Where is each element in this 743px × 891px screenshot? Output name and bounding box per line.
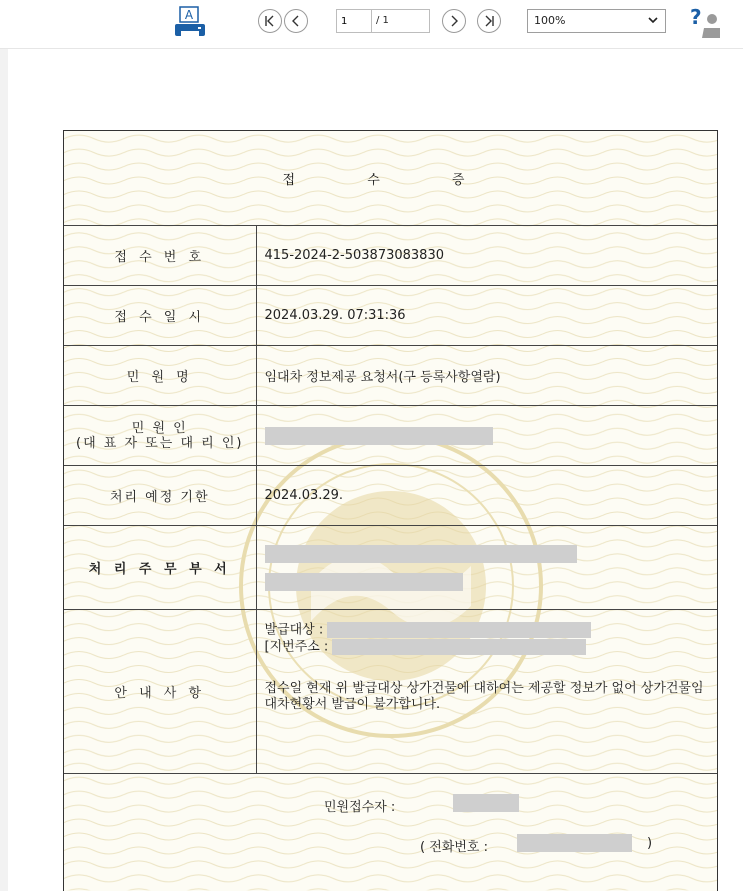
deadline-value: 2024.03.29. (256, 466, 717, 526)
applicant-label-line1: 민 원 인 (131, 420, 188, 436)
page-total: / 1 (372, 9, 430, 33)
redacted-block (453, 794, 519, 812)
receipt-table (64, 131, 717, 891)
redacted-block (265, 427, 493, 445)
first-page-button[interactable] (258, 9, 282, 33)
department-label: 처 리 주 무 부 서 (64, 526, 256, 610)
redacted-block (517, 834, 632, 852)
help-icon (686, 6, 722, 42)
zoom-select[interactable] (527, 9, 666, 33)
svg-text:A: A (184, 8, 194, 22)
redacted-block (265, 573, 463, 591)
page-number-input[interactable] (336, 9, 372, 33)
phone-close: ) (647, 836, 653, 851)
print-button[interactable] (172, 5, 208, 41)
guide-value (256, 610, 717, 774)
receiver-label: 민원접수자 : (324, 800, 396, 815)
receiver-section (64, 774, 717, 891)
lot-address-label: [지번주소 : (264, 639, 329, 654)
applicant-label-line2: (대 표 자 또는 대 리 인) (76, 435, 244, 451)
phone-label: ( 전화번호 : (420, 840, 488, 855)
document-title: 접 수 증 (64, 131, 717, 226)
issue-target-label: 발급대상 : (264, 622, 324, 638)
redacted-block (327, 622, 591, 638)
redacted-block (265, 545, 577, 563)
next-page-button[interactable] (442, 9, 466, 33)
chevron-down-icon (647, 14, 659, 26)
chevron-left-icon (289, 14, 303, 28)
zoom-value: 100% (534, 14, 566, 27)
first-page-icon (263, 14, 277, 28)
petition-name-value: 임대차 정보제공 요청서(구 등록사항열람) (256, 346, 717, 406)
help-button[interactable] (686, 6, 722, 42)
receipt-document (63, 130, 718, 891)
receipt-number-value: 415-2024-2-503873083830 (256, 226, 717, 286)
department-value (256, 526, 717, 610)
guide-label: 안 내 사 항 (64, 610, 256, 774)
redacted-block (332, 639, 586, 655)
prev-page-button[interactable] (284, 9, 308, 33)
svg-text:?: ? (690, 6, 702, 29)
receipt-number-label: 접 수 번 호 (64, 226, 256, 286)
petition-name-label: 민 원 명 (64, 346, 256, 406)
guide-notice: 접수일 현재 위 발급대상 상가건물에 대하여는 제공할 정보가 없어 상가건물임대차현황서 발급이 불가합니다. (264, 681, 704, 712)
printer-icon (172, 5, 208, 41)
last-page-button[interactable] (477, 9, 501, 33)
left-scroll-strip (0, 49, 8, 891)
receipt-datetime-value: 2024.03.29. 07:31:36 (256, 286, 717, 346)
applicant-value (256, 406, 717, 466)
receipt-datetime-label: 접 수 일 시 (64, 286, 256, 346)
chevron-right-icon (447, 14, 461, 28)
applicant-label (64, 406, 256, 466)
viewer-toolbar (0, 0, 743, 49)
last-page-icon (482, 14, 496, 28)
deadline-label: 처리 예정 기한 (64, 466, 256, 526)
